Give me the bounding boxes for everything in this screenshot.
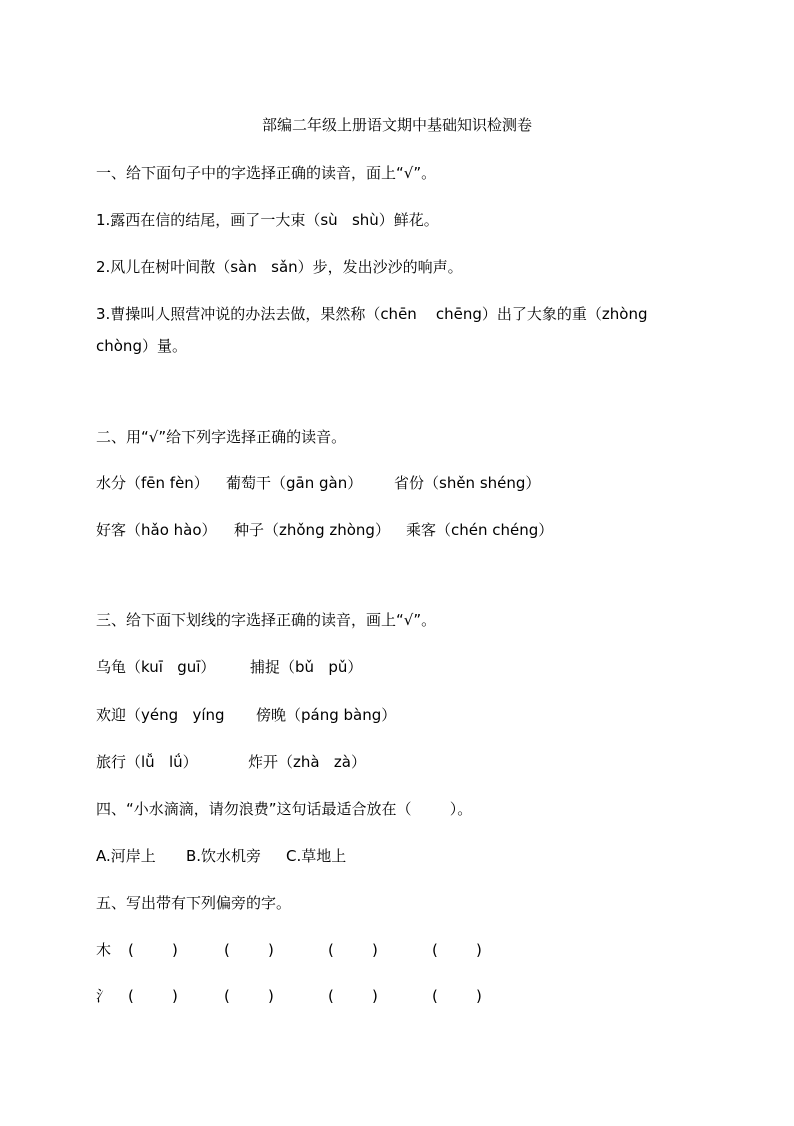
section-5-row-1-blank-2: ( ) [224, 941, 274, 959]
section-1-item-2: 2.风儿在树叶间散（sàn sǎn）步，发出沙沙的响声。 [96, 258, 463, 276]
section-3-row-2-item-1: 欢迎（yéng yíng [96, 706, 225, 724]
section-5-row-1-blank-3: ( ) [328, 941, 378, 959]
section-4-heading: 四、“小水滴滴，请勿浪费”这句话最适合放在（ ）。 [96, 800, 473, 818]
section-2-row-1-item-3: 省份（shěn shéng） [394, 474, 541, 492]
section-1-item-1: 1.露西在信的结尾，画了一大束（sù shù）鲜花。 [96, 211, 439, 229]
section-3-row-1-item-2: 捕捉（bǔ pǔ） [250, 658, 363, 676]
section-2-heading: 二、用“√”给下列字选择正确的读音。 [96, 428, 347, 446]
section-5-row-2-radical: 氵 [96, 987, 112, 1005]
section-2-row-2-item-3: 乘客（chén chéng） [406, 521, 554, 539]
section-2-row-2-item-1: 好客（hǎo hào） [96, 521, 217, 539]
section-1-item-3-continued: chòng）量。 [96, 337, 187, 355]
section-4-option-c: C.草地上 [286, 847, 347, 865]
section-3-row-3-item-1: 旅行（lǚ lǘ） [96, 753, 198, 771]
section-3-row-2-item-2: 傍晚（páng bàng） [256, 706, 397, 724]
section-5-row-1-blank-1: ( ) [128, 941, 178, 959]
section-1-item-3: 3.曹操叫人照营冲说的办法去做，果然称（chēn chēng）出了大象的重（zhòng [96, 305, 648, 323]
section-5-row-2-blank-2: ( ) [224, 987, 274, 1005]
section-4-option-b: B.饮水机旁 [186, 847, 262, 865]
section-3-row-1-item-1: 乌龟（kuī guī） [96, 658, 216, 676]
section-1-heading: 一、给下面句子中的字选择正确的读音，面上“√”。 [96, 164, 437, 182]
section-2-row-1-item-2: 葡萄干（gān gàn） [226, 474, 363, 492]
section-5-row-2-blank-1: ( ) [128, 987, 178, 1005]
section-2-row-2-item-2: 种子（zhǒng zhòng） [234, 521, 390, 539]
section-2-row-1-item-1: 水分（fēn fèn） [96, 474, 209, 492]
section-5-heading: 五、写出带有下列偏旁的字。 [96, 894, 292, 912]
section-5-row-2 [96, 986, 482, 1126]
section-5-row-1-radical: 木 [96, 941, 112, 959]
section-3-row-3-item-2: 炸开（zhà zà） [248, 753, 366, 771]
section-5-row-1-blank-4: ( ) [432, 941, 482, 959]
section-5-row-2-blank-4: ( ) [432, 987, 482, 1005]
page-title: 部编二年级上册语文期中基础知识检测卷 [261, 116, 532, 134]
section-3-heading: 三、给下面下划线的字选择正确的读音，画上“√”。 [96, 611, 437, 629]
section-4-option-a: A.河岸上 [96, 847, 156, 865]
section-5-row-2-blank-3: ( ) [328, 987, 378, 1005]
